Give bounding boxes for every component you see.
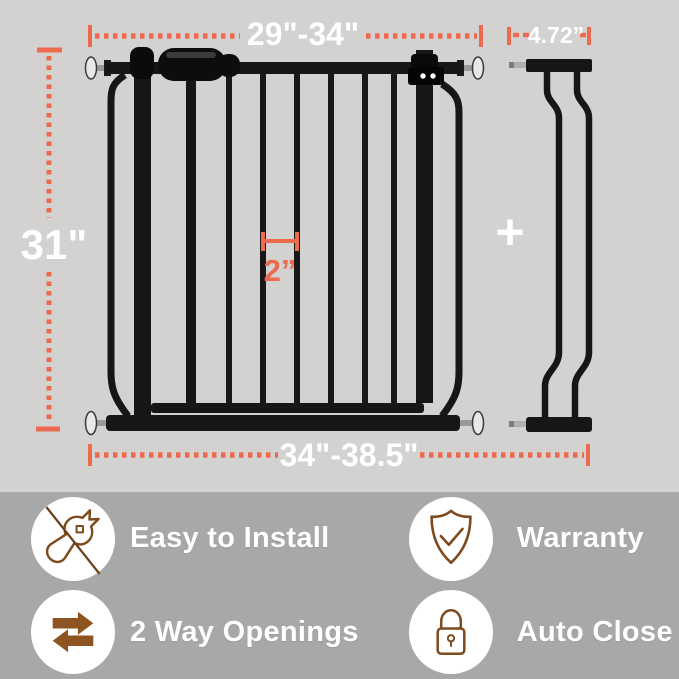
dim-bottom-width-label: 34"-38.5" (279, 437, 419, 473)
feature-label-two-way-openings: 2 Way Openings (130, 615, 359, 648)
plus-sign: + (495, 204, 525, 260)
feature-two-way-openings (0, 586, 359, 679)
pressure-knob-bottom-left (86, 412, 108, 435)
feature-easy-to-install (0, 492, 359, 586)
padlock-icon (409, 590, 493, 674)
latch-assembly (408, 54, 444, 85)
dim-height-label: 31" (20, 221, 88, 268)
extension-pin-bottom (509, 421, 528, 427)
feature-auto-close (359, 586, 679, 679)
pressure-knob-top-right (457, 57, 484, 79)
extension-right-tube (575, 72, 589, 419)
pressure-knob-bottom-right (460, 412, 484, 435)
latch-post (416, 50, 433, 403)
feature-label-warranty: Warranty (516, 522, 644, 555)
hinge-cap (130, 47, 154, 79)
wrench-slash-icon (31, 497, 115, 581)
feature-label-auto-close: Auto Close (516, 615, 673, 648)
gate-bars (229, 74, 394, 404)
gate-handle (158, 48, 240, 81)
latch-dot (420, 73, 425, 78)
door-bottom-rail (151, 403, 424, 413)
hinge-post (134, 50, 151, 418)
feature-label-easy-to-install: Easy to Install (130, 522, 330, 555)
right-frame-tube (442, 84, 459, 416)
extension-pin-top (509, 62, 528, 68)
left-frame-tube (111, 75, 128, 416)
latch-dot (430, 73, 435, 78)
dim-extension-width-label: 4.72” (527, 22, 585, 48)
features-section (0, 492, 679, 679)
shield-check-icon (409, 497, 493, 581)
two-way-arrows-icon (31, 590, 115, 674)
door-left-tube (186, 76, 196, 408)
dim-bar-gap (263, 232, 297, 251)
extension-top-bar (526, 59, 592, 72)
feature-warranty (359, 492, 679, 586)
dim-bar-gap-label: 2” (263, 253, 297, 288)
dim-top-width-label: 29"-34" (246, 16, 360, 52)
extension-bottom-bar (526, 417, 592, 432)
gate-bottom-rail (106, 415, 460, 431)
extension-left-tube (545, 72, 559, 419)
